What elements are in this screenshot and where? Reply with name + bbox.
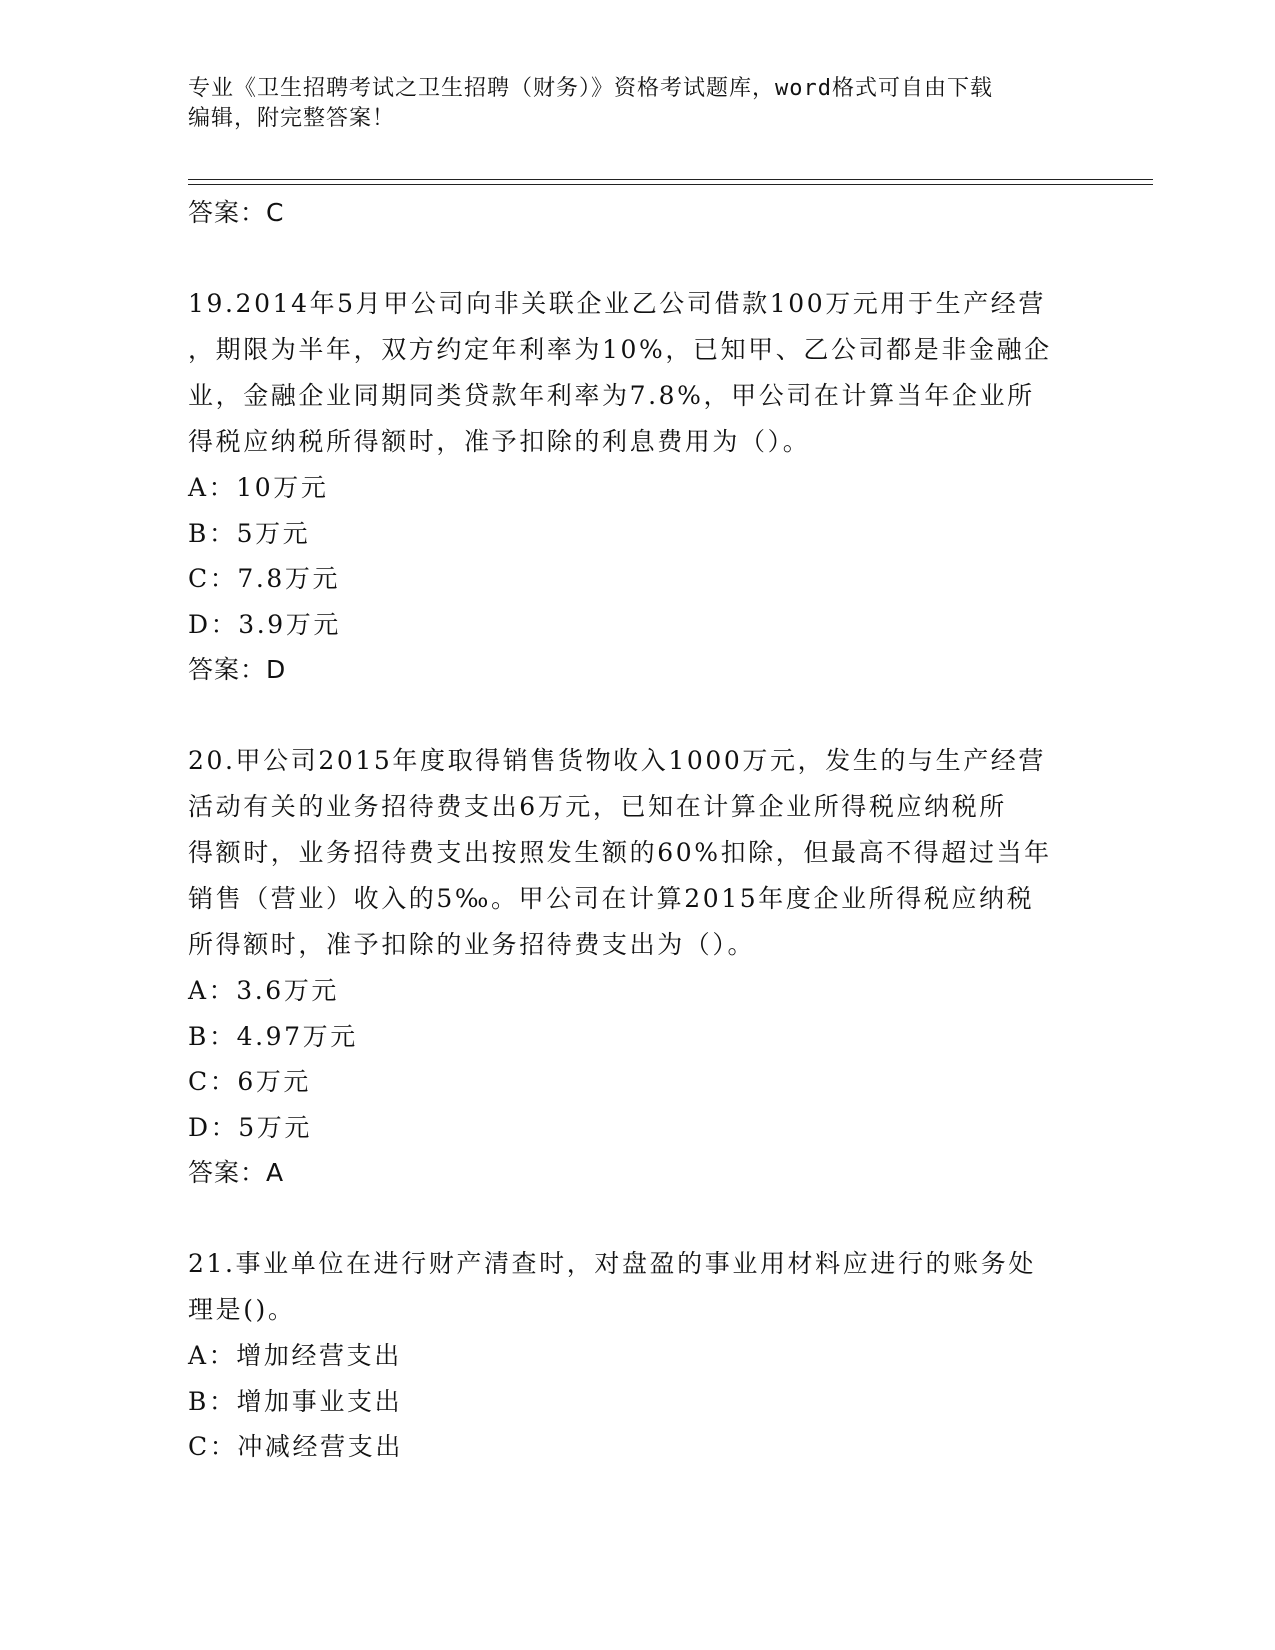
question-text-line: 21.事业单位在进行财产清查时，对盘盈的事业用材料应进行的账务处 — [188, 1249, 1036, 1278]
question-text-line: 所得额时，准予扣除的业务招待费支出为（）。 — [188, 930, 756, 959]
header-divider-bottom — [188, 184, 1153, 185]
option-d: D：3.9万元 — [188, 609, 342, 639]
page-header — [188, 74, 1088, 134]
option-a: A：增加经营支出 — [188, 1341, 402, 1370]
question-text-line: 得税应纳税所得额时，准予扣除的利息费用为（）。 — [188, 427, 811, 456]
header-line-1: 专业《卫生招聘考试之卫生招聘（财务）》资格考试题库，word格式可自由下载 — [188, 76, 993, 101]
option-b: B：5万元 — [188, 518, 311, 548]
header-divider-top — [188, 179, 1153, 180]
question-20 — [188, 738, 1088, 1196]
option-c: C：7.8万元 — [188, 564, 341, 593]
question-text-line: 销售（营业）收入的5‰。甲公司在计算2015年度企业所得税应纳税 — [188, 884, 1035, 913]
option-b: B：4.97万元 — [188, 1021, 358, 1051]
option-b: B：增加事业支出 — [188, 1386, 403, 1416]
option-a: A：10万元 — [188, 473, 329, 502]
question-text-line: 业，金融企业同期同类贷款年利率为7.8%，甲公司在计算当年企业所 — [188, 381, 1035, 410]
question-text-line: 20.甲公司2015年度取得销售货物收入1000万元，发生的与生产经营 — [188, 746, 1047, 775]
question-21 — [188, 1241, 1088, 1470]
question-text-line: 得额时，业务招待费支出按照发生额的60%扣除，但最高不得超过当年 — [188, 838, 1052, 867]
answer-19: 答案：D — [188, 655, 287, 684]
header-line-2: 编辑，附完整答案！ — [188, 106, 396, 131]
answer-20: 答案：A — [188, 1158, 285, 1187]
option-c: C：6万元 — [188, 1067, 312, 1096]
option-a: A：3.6万元 — [188, 976, 340, 1005]
question-19 — [188, 281, 1088, 693]
question-text-line: 19.2014年5月甲公司向非关联企业乙公司借款100万元用于生产经营 — [188, 289, 1047, 318]
previous-answer: 答案：C — [188, 198, 285, 227]
question-list — [188, 190, 1088, 1470]
question-text-line: 理是()。 — [188, 1295, 296, 1324]
question-text-line: 活动有关的业务招待费支出6万元，已知在计算企业所得税应纳税所 — [188, 792, 1007, 821]
option-d: D：5万元 — [188, 1112, 312, 1142]
question-text-line: ，期限为半年，双方约定年利率为10%，已知甲、乙公司都是非金融企 — [188, 335, 1052, 364]
option-c: C：冲减经营支出 — [188, 1432, 403, 1461]
